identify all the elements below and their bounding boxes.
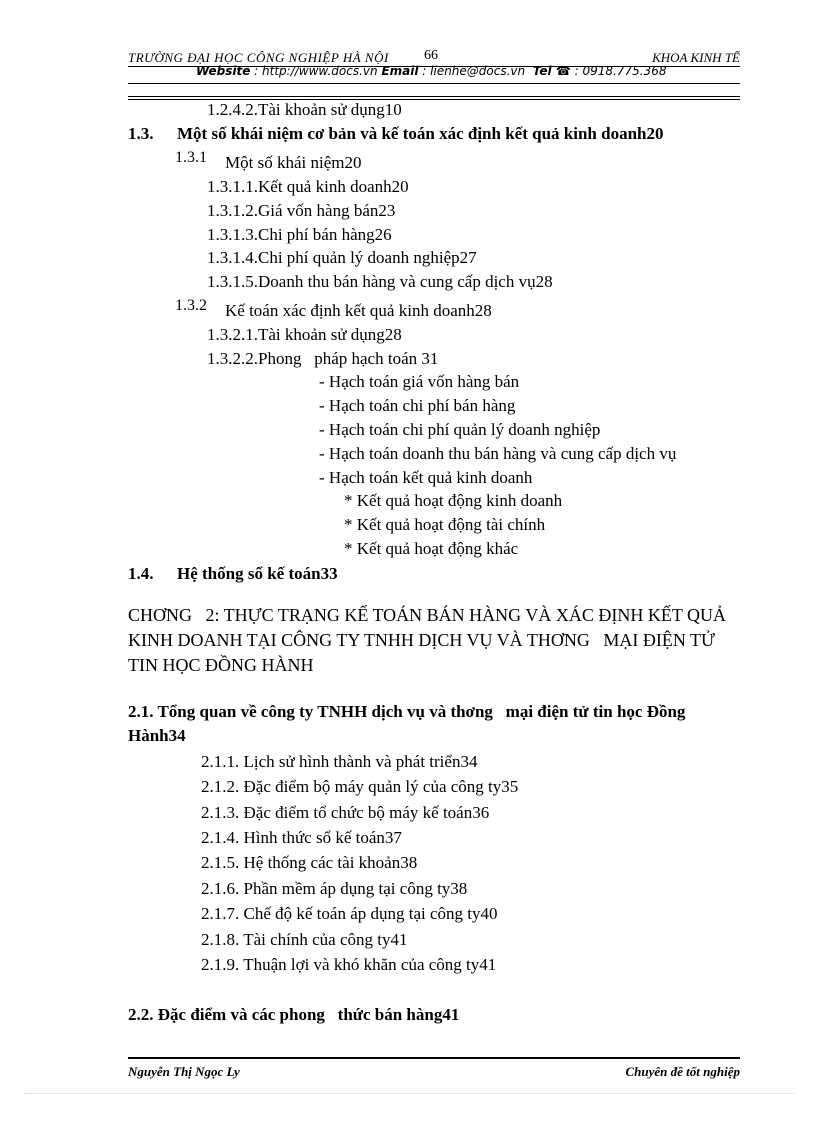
footer-doc-type: Chuyên đề tốt nghiệp <box>625 1064 740 1079</box>
toc-dash-item: - Hạch toán giá vốn hàng bán <box>319 372 520 391</box>
toc-entry: 1.3.1.5.Doanh thu bán hàng và cung cấp dịch vụ28 <box>207 272 553 291</box>
email-label: Email <box>381 64 419 78</box>
toc-entry: 2.1.3. Đặc điểm tổ chức bộ máy kế toán36 <box>201 803 490 822</box>
toc-entry: 1.3.1.1.Kết quả kinh doanh20 <box>207 177 409 196</box>
toc-section-title: Một số khái niệm cơ bản và kế toán xác định kết quả kinh doanh20 <box>177 124 664 143</box>
faculty-name: KHOA KINH TẾ <box>652 50 740 65</box>
toc-section-title: Hệ thống sổ kế toán33 <box>177 564 338 583</box>
toc-entry: 2.1.8. Tài chính của công ty41 <box>201 930 408 949</box>
toc-entry: 1.2.4.2.Tài khoản sử dụng10 <box>207 100 402 119</box>
toc-subsection-title: Kế toán xác định kết quả kinh doanh28 <box>225 301 492 320</box>
website-value[interactable]: : http://www.docs.vn <box>254 64 378 78</box>
toc-entry: 1.3.1.2.Giá vốn hàng bán23 <box>207 201 396 220</box>
footer-rule <box>128 1057 740 1059</box>
toc-subsection-number: 1.3.2 <box>175 297 207 314</box>
toc-entry: 2.1.4. Hình thức sổ kế toán37 <box>201 828 402 847</box>
toc-entry: 2.1.6. Phần mềm áp dụng tại công ty38 <box>201 879 468 898</box>
toc-entry: 2.1.9. Thuận lợi và khó khăn của công ty41 <box>201 955 497 974</box>
toc-entry: 2.1.7. Chế độ kế toán áp dụng tại công ty40 <box>201 904 498 923</box>
footer-author: Nguyễn Thị Ngọc Ly <box>128 1064 240 1079</box>
toc-dash-item: - Hạch toán kết quả kinh doanh <box>319 468 533 487</box>
toc-subsection-number: 1.3.1 <box>175 149 207 166</box>
toc-dash-item: - Hạch toán doanh thu bán hàng và cung cấp dịch vụ <box>319 444 677 463</box>
email-value[interactable]: : lienhe@docs.vn <box>422 64 526 78</box>
toc-entry: 1.3.1.3.Chi phí bán hàng26 <box>207 225 392 244</box>
toc-entry: 1.3.2.2.Phong pháp hạch toán 31 <box>207 349 439 368</box>
school-name: TRƯỜNG ĐẠI HỌC CÔNG NGHIỆP HÀ NỘI <box>128 50 389 65</box>
chapter-title: CHƠNG 2: THỰC TRẠNG KẾ TOÁN BÁN HÀNG VÀ XÁC ĐỊNH KẾT QUẢ KINH DOANH TẠI CÔNG TY TNHH DỊCH VỤ VÀ THƠNG MẠI ĐIỆN TỬ TIN HỌC ĐỒNG HÀNH <box>128 605 731 675</box>
toc-section-number: 1.3. <box>128 124 154 143</box>
toc-star-item: * Kết quả hoạt động khác <box>344 539 519 558</box>
toc-entry: 1.3.1.4.Chi phí quản lý doanh nghiệp27 <box>207 248 477 267</box>
toc-subsection-title: Một số khái niệm20 <box>225 153 362 172</box>
toc-star-item: * Kết quả hoạt động kinh doanh <box>344 491 563 510</box>
toc-dash-item: - Hạch toán chi phí quản lý doanh nghiệp <box>319 420 601 439</box>
toc-entry: 2.1.1. Lịch sử hình thành và phát triển34 <box>201 752 478 771</box>
contact-line <box>196 64 666 78</box>
tel-label: Tel ☎ <box>532 64 571 78</box>
header-rule <box>128 83 740 84</box>
page-number: 66 <box>424 48 438 63</box>
toc-dash-item: - Hạch toán chi phí bán hàng <box>319 396 516 415</box>
tel-value: : 0918.775.368 <box>574 64 667 78</box>
toc-section-title: 2.2. Đặc điểm và các phong thức bán hàng41 <box>128 1005 460 1024</box>
toc-section-number: 1.4. <box>128 564 154 583</box>
website-label: Website <box>196 64 251 78</box>
toc-star-item: * Kết quả hoạt động tài chính <box>344 515 546 534</box>
header-rule-double-top <box>128 96 740 97</box>
toc-entry: 2.1.2. Đặc điểm bộ máy quản lý của công ty35 <box>201 777 519 796</box>
page-bottom-dotted-line <box>24 1093 794 1094</box>
toc-entry: 2.1.5. Hệ thống các tài khoản38 <box>201 853 418 872</box>
toc-entry: 1.3.2.1.Tài khoản sử dụng28 <box>207 325 402 344</box>
toc-section-title: 2.1. Tổng quan về công ty TNHH dịch vụ và thơng mại điện tử tin học Đồng Hành34 <box>128 702 690 745</box>
